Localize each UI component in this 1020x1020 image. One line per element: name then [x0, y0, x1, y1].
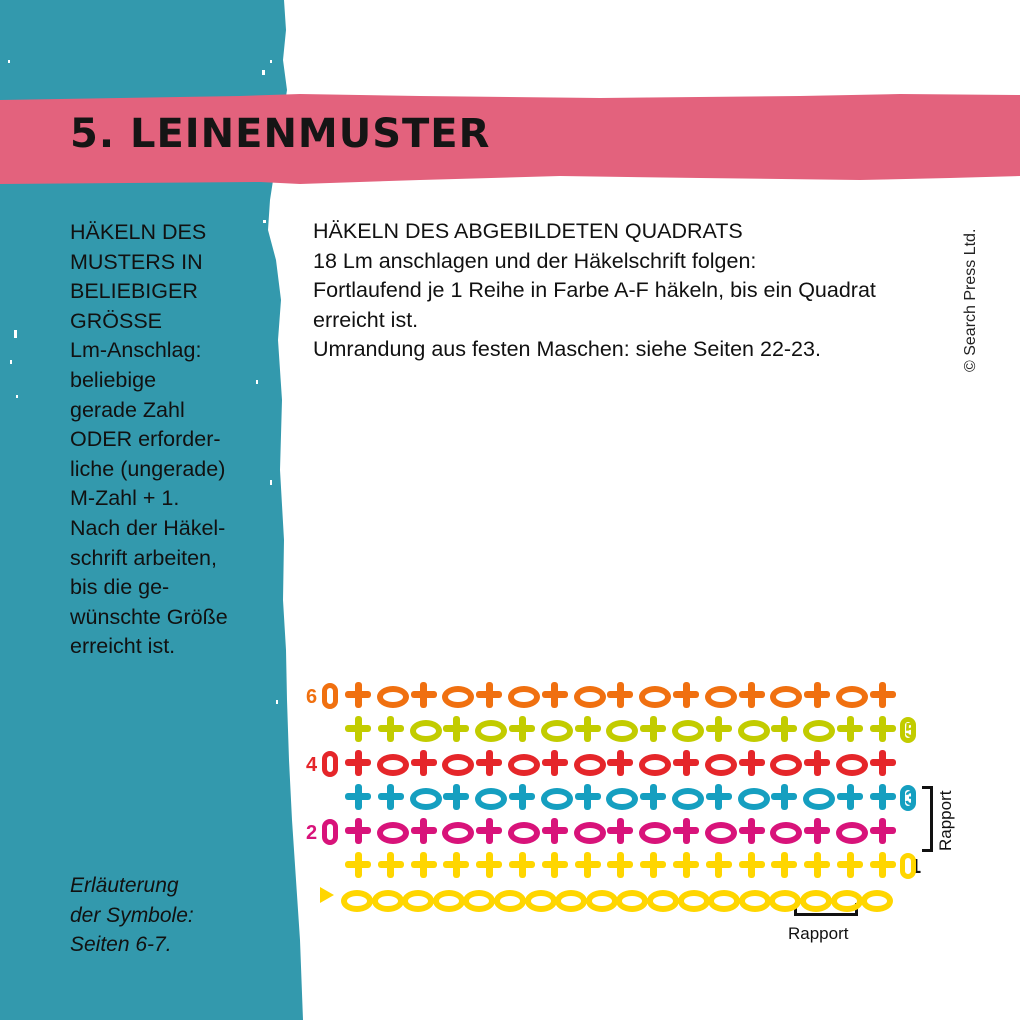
chain-stitch-icon: [737, 713, 767, 745]
main-instructions: [313, 217, 953, 365]
single-crochet-icon: [802, 747, 832, 779]
chain-stitch-icon: [835, 747, 865, 779]
sidebar-body-line: wünschte Größe: [70, 604, 228, 629]
main-line: 18 Lm anschlagen und der Häkelschrift folgen:: [313, 248, 757, 273]
single-crochet-icon: [737, 747, 767, 779]
chain-stitch-icon: [585, 883, 615, 915]
symbol-legend-note: [70, 871, 270, 960]
single-crochet-icon: [802, 815, 832, 847]
single-crochet-icon: [540, 747, 570, 779]
chain-stitch-icon: [474, 713, 504, 745]
single-crochet-icon: [474, 747, 504, 779]
chain-stitch-icon: [524, 883, 554, 915]
chain-stitch-icon: [704, 747, 734, 779]
chain-stitch-icon: [638, 747, 668, 779]
single-crochet-icon: [573, 781, 603, 813]
single-crochet-icon: [802, 849, 832, 881]
chain-stitch-icon: [493, 883, 523, 915]
single-crochet-icon: [343, 781, 373, 813]
single-crochet-icon: [802, 679, 832, 711]
chain-stitch-icon: [376, 815, 406, 847]
chain-stitch-icon: [738, 883, 768, 915]
chain-stitch-icon: [638, 815, 668, 847]
single-crochet-icon: [868, 679, 898, 711]
sidebar-heading-line: GRÖSSE: [70, 308, 162, 333]
single-crochet-icon: [769, 781, 799, 813]
chain-stitch-icon: [474, 781, 504, 813]
row-number-3: 3: [905, 788, 917, 810]
single-crochet-icon: [868, 815, 898, 847]
single-crochet-icon: [376, 781, 406, 813]
chain-stitch-icon: [441, 815, 471, 847]
single-crochet-icon: [737, 679, 767, 711]
single-crochet-icon: [638, 713, 668, 745]
single-crochet-icon: [441, 713, 471, 745]
single-crochet-icon: [605, 679, 635, 711]
copyright-notice: © Search Press Ltd.: [962, 228, 979, 372]
single-crochet-icon: [605, 747, 635, 779]
chain-stitch-icon: [432, 883, 462, 915]
chain-stitch-icon: [507, 815, 537, 847]
single-crochet-icon: [638, 781, 668, 813]
single-crochet-icon: [409, 815, 439, 847]
single-crochet-icon: [769, 713, 799, 745]
chain-stitch-icon: [677, 883, 707, 915]
turning-chain-icon: [899, 713, 915, 745]
single-crochet-icon: [540, 849, 570, 881]
single-crochet-icon: [835, 781, 865, 813]
footnote-line: der Symbole:: [70, 903, 194, 927]
chain-stitch-icon: [646, 883, 676, 915]
single-crochet-icon: [605, 849, 635, 881]
turning-chain-icon: [321, 747, 337, 779]
sidebar-body-line: Nach der Häkel-: [70, 515, 226, 540]
single-crochet-icon: [474, 679, 504, 711]
footnote-line: Seiten 6-7.: [70, 933, 172, 957]
single-crochet-icon: [573, 849, 603, 881]
single-crochet-icon: [376, 713, 406, 745]
single-crochet-icon: [835, 713, 865, 745]
chain-stitch-icon: [409, 781, 439, 813]
single-crochet-icon: [409, 747, 439, 779]
chain-stitch-icon: [671, 713, 701, 745]
chain-stitch-icon: [605, 781, 635, 813]
footnote-line: Erläuterung: [70, 874, 179, 897]
chain-stitch-icon: [441, 747, 471, 779]
chain-stitch-icon: [507, 747, 537, 779]
chain-stitch-icon: [830, 883, 860, 915]
main-heading: HÄKELN DES ABGEBILDETEN QUADRATS: [313, 219, 743, 243]
single-crochet-icon: [540, 815, 570, 847]
rapport-bracket-vertical: [922, 786, 933, 852]
sidebar-body-line: erreicht ist.: [70, 634, 176, 659]
chain-stitch-icon: [769, 815, 799, 847]
single-crochet-icon: [671, 815, 701, 847]
single-crochet-icon: [573, 713, 603, 745]
row-number-5: 5: [905, 720, 917, 742]
single-crochet-icon: [671, 849, 701, 881]
turning-chain-icon: [899, 849, 915, 881]
sidebar-instructions: [70, 218, 270, 662]
sidebar-body-line: ODER erforder-: [70, 427, 221, 452]
sidebar-heading-line: HÄKELN DES: [70, 220, 207, 244]
single-crochet-icon: [638, 849, 668, 881]
page-title: 5. LEINENMUSTER: [70, 111, 491, 157]
single-crochet-icon: [671, 679, 701, 711]
chain-stitch-icon: [835, 679, 865, 711]
chain-stitch-icon: [802, 781, 832, 813]
sidebar-heading-line: BELIEBIGER: [70, 279, 198, 304]
chain-stitch-icon: [573, 747, 603, 779]
sidebar-body-line: liche (ungerade): [70, 456, 226, 481]
turning-chain-icon: [321, 815, 337, 847]
chain-stitch-icon: [704, 815, 734, 847]
single-crochet-icon: [441, 781, 471, 813]
chain-stitch-icon: [554, 883, 584, 915]
sidebar-heading-line: MUSTERS IN: [70, 249, 203, 274]
chain-stitch-icon: [540, 713, 570, 745]
single-crochet-icon: [737, 815, 767, 847]
row-number-1: 1: [910, 856, 922, 878]
single-crochet-icon: [737, 849, 767, 881]
chain-stitch-icon: [462, 883, 492, 915]
sidebar-body-line: M-Zahl + 1.: [70, 486, 180, 511]
chain-stitch-icon: [371, 883, 401, 915]
chain-stitch-icon: [769, 679, 799, 711]
chain-stitch-icon: [704, 679, 734, 711]
chain-stitch-icon: [441, 679, 471, 711]
chain-stitch-icon: [409, 713, 439, 745]
single-crochet-icon: [605, 815, 635, 847]
crochet-chart: [300, 675, 1000, 975]
single-crochet-icon: [671, 747, 701, 779]
start-arrow-icon: [320, 887, 334, 903]
single-crochet-icon: [474, 849, 504, 881]
single-crochet-icon: [704, 781, 734, 813]
single-crochet-icon: [868, 713, 898, 745]
chain-stitch-icon: [573, 815, 603, 847]
single-crochet-icon: [835, 849, 865, 881]
chain-stitch-icon: [769, 747, 799, 779]
chain-stitch-icon: [638, 679, 668, 711]
chain-stitch-icon: [615, 883, 645, 915]
row-number-6: 6: [306, 686, 318, 708]
chain-stitch-icon: [768, 883, 798, 915]
single-crochet-icon: [868, 781, 898, 813]
chain-stitch-icon: [671, 781, 701, 813]
single-crochet-icon: [343, 747, 373, 779]
single-crochet-icon: [343, 679, 373, 711]
single-crochet-icon: [343, 815, 373, 847]
main-line: Fortlaufend je 1 Reihe in Farbe A-F häkeln, bis ein Quadrat: [313, 278, 876, 303]
turning-chain-icon: [321, 679, 337, 711]
chain-stitch-icon: [340, 883, 370, 915]
chain-stitch-icon: [376, 747, 406, 779]
chain-stitch-icon: [707, 883, 737, 915]
single-crochet-icon: [868, 849, 898, 881]
single-crochet-icon: [343, 713, 373, 745]
single-crochet-icon: [704, 713, 734, 745]
chain-stitch-icon: [401, 883, 431, 915]
row-number-2: 2: [306, 822, 318, 844]
single-crochet-icon: [507, 781, 537, 813]
chain-stitch-icon: [860, 883, 890, 915]
turning-chain-icon: [899, 781, 915, 813]
rapport-label-vertical: Rapport: [936, 790, 955, 851]
single-crochet-icon: [507, 849, 537, 881]
row-number-4: 4: [306, 754, 318, 776]
single-crochet-icon: [441, 849, 471, 881]
sidebar-body-line: schrift arbeiten,: [70, 545, 217, 570]
sidebar-body-line: beliebige: [70, 367, 157, 392]
single-crochet-icon: [376, 849, 406, 881]
main-line: Umrandung aus festen Maschen: siehe Seiten 22-23.: [313, 337, 821, 362]
chain-stitch-icon: [799, 883, 829, 915]
chain-stitch-icon: [376, 679, 406, 711]
chain-stitch-icon: [605, 713, 635, 745]
chain-stitch-icon: [540, 781, 570, 813]
chain-stitch-icon: [802, 713, 832, 745]
single-crochet-icon: [474, 815, 504, 847]
chain-stitch-icon: [507, 679, 537, 711]
single-crochet-icon: [868, 747, 898, 779]
sidebar-body-line: bis die ge-: [70, 575, 170, 600]
chain-stitch-icon: [573, 679, 603, 711]
chain-stitch-icon: [737, 781, 767, 813]
sidebar-body-line: gerade Zahl: [70, 397, 185, 422]
single-crochet-icon: [343, 849, 373, 881]
single-crochet-icon: [769, 849, 799, 881]
single-crochet-icon: [409, 849, 439, 881]
single-crochet-icon: [507, 713, 537, 745]
single-crochet-icon: [540, 679, 570, 711]
single-crochet-icon: [409, 679, 439, 711]
rapport-label-horizontal: Rapport: [788, 924, 849, 943]
main-line: erreicht ist.: [313, 307, 419, 332]
single-crochet-icon: [704, 849, 734, 881]
chain-stitch-icon: [835, 815, 865, 847]
sidebar-body-line: Lm-Anschlag:: [70, 338, 202, 363]
